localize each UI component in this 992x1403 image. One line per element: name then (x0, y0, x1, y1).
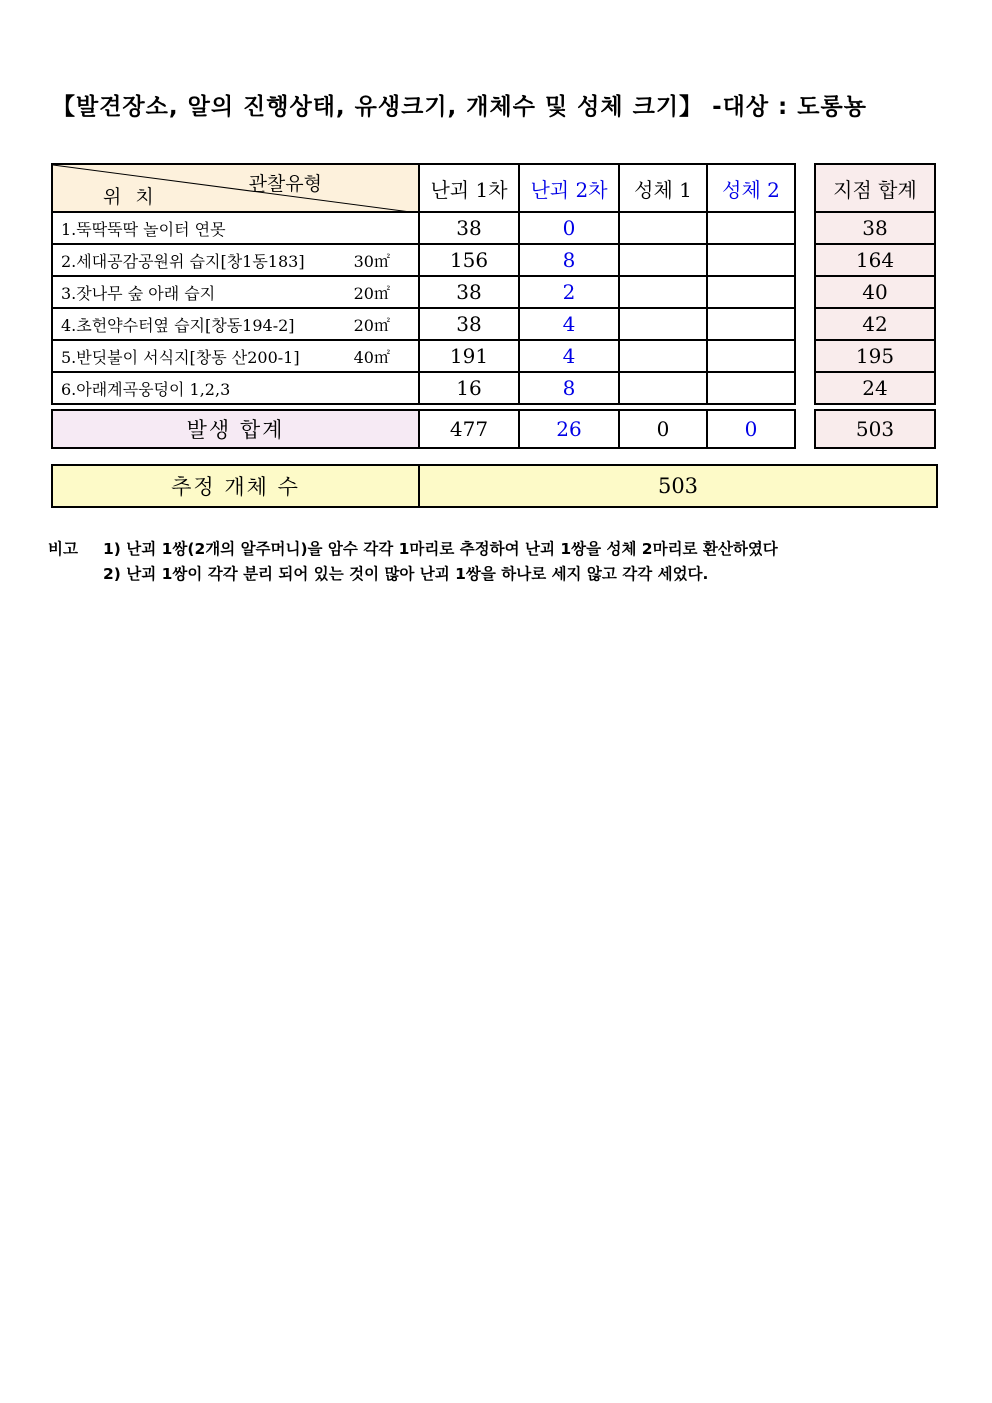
egg-1-cell: 38 (419, 308, 519, 340)
location-area: 20㎡ (353, 283, 390, 303)
total-label: 발생 합계 (52, 410, 419, 448)
header-site-sum: 지점 합계 (815, 164, 935, 212)
egg-1-cell: 156 (419, 244, 519, 276)
site-sum-cell: 42 (815, 308, 935, 340)
adult-2-cell (707, 372, 795, 404)
egg-2-cell: 4 (519, 340, 619, 372)
diagonal-header-cell (52, 164, 419, 212)
egg-2-cell: 0 (519, 212, 619, 244)
notes-label: 비고 (48, 540, 78, 558)
header-row (52, 164, 795, 212)
location-cell (52, 308, 419, 340)
egg-2-cell: 2 (519, 276, 619, 308)
total-row (52, 410, 795, 448)
location-cell (52, 340, 419, 372)
header-location: 위 치 (103, 186, 158, 208)
table-row (52, 372, 795, 404)
estimate-value: 503 (419, 465, 937, 507)
table-row (52, 276, 795, 308)
location-cell (52, 212, 419, 244)
site-sum-cell: 24 (815, 372, 935, 404)
egg-2-cell: 4 (519, 308, 619, 340)
table-row (52, 212, 795, 244)
total-egg-2: 26 (519, 410, 619, 448)
page-title: 【발견장소, 알의 진행상태, 유생크기, 개체수 및 성체 크기】 -대상 : 도롱뇽 (52, 94, 867, 120)
location-name: 1.뚝딱뚝딱 놀이터 연못 (61, 219, 226, 239)
egg-1-cell: 38 (419, 276, 519, 308)
location-area: 20㎡ (353, 315, 390, 335)
adult-1-cell (619, 244, 707, 276)
table-row (52, 308, 795, 340)
total-egg-1: 477 (419, 410, 519, 448)
egg-1-cell: 38 (419, 212, 519, 244)
egg-1-cell: 191 (419, 340, 519, 372)
adult-2-cell (707, 340, 795, 372)
location-area: 30㎡ (353, 251, 390, 271)
site-sum-cell: 38 (815, 212, 935, 244)
location-cell (52, 244, 419, 276)
location-name: 5.반딧불이 서식지[창동 산200-1] (61, 347, 300, 367)
adult-1-cell (619, 308, 707, 340)
table-row (52, 340, 795, 372)
adult-2-cell (707, 276, 795, 308)
adult-2-cell (707, 244, 795, 276)
table-row (52, 244, 795, 276)
adult-2-cell (707, 212, 795, 244)
total-site-sum: 503 (815, 410, 935, 448)
site-sum-cell: 164 (815, 244, 935, 276)
location-cell (52, 372, 419, 404)
note-line-2: 2) 난괴 1쌍이 각각 분리 되어 있는 것이 많아 난괴 1쌍을 하나로 세지 않고 각각 세었다. (103, 565, 709, 583)
location-area: 40㎡ (353, 347, 390, 367)
observation-table (51, 163, 796, 449)
header-adult-2: 성체 2 (707, 164, 795, 212)
adult-1-cell (619, 340, 707, 372)
total-adult-1: 0 (619, 410, 707, 448)
egg-2-cell: 8 (519, 244, 619, 276)
header-adult-1: 성체 1 (619, 164, 707, 212)
adult-1-cell (619, 212, 707, 244)
note-line-1: 1) 난괴 1쌍(2개의 알주머니)을 암수 각각 1마리로 추정하여 난괴 1쌍을 성체 2마리로 환산하였다 (103, 540, 778, 558)
adult-1-cell (619, 276, 707, 308)
location-name: 4.초헌약수터옆 습지[창동194-2] (61, 315, 295, 335)
adult-1-cell (619, 372, 707, 404)
location-name: 2.세대공감공원위 습지[창1동183] (61, 251, 305, 271)
site-sum-table (814, 163, 936, 449)
site-sum-cell: 195 (815, 340, 935, 372)
estimate-table (51, 464, 938, 508)
estimate-label: 추정 개체 수 (52, 465, 419, 507)
notes (48, 537, 778, 587)
location-name: 6.아래계곡웅덩이 1,2,3 (61, 379, 231, 399)
location-name: 3.잣나무 숲 아래 습지 (61, 283, 216, 303)
header-observation-type: 관찰유형 (248, 173, 322, 195)
egg-1-cell: 16 (419, 372, 519, 404)
header-egg-1: 난괴 1차 (419, 164, 519, 212)
site-sum-cell: 40 (815, 276, 935, 308)
location-cell (52, 276, 419, 308)
egg-2-cell: 8 (519, 372, 619, 404)
total-adult-2: 0 (707, 410, 795, 448)
adult-2-cell (707, 308, 795, 340)
header-egg-2: 난괴 2차 (519, 164, 619, 212)
